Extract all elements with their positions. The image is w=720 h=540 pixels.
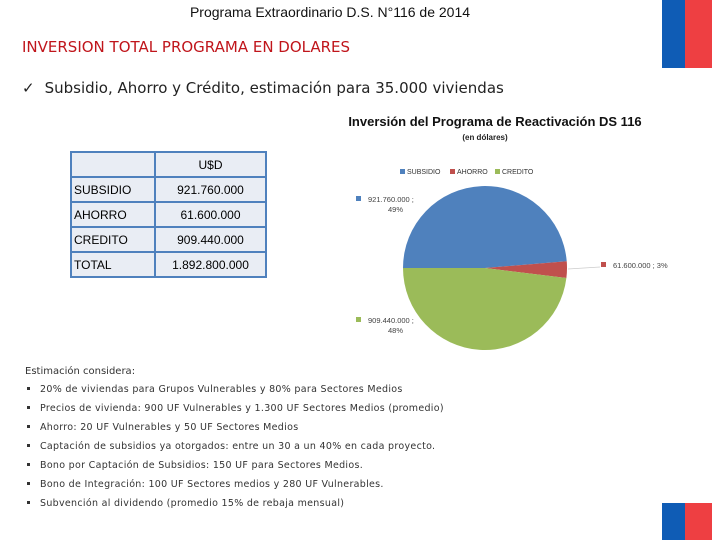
table-row — [71, 202, 266, 227]
row-label: SUBSIDIO — [71, 177, 155, 202]
bullet-icon — [27, 463, 30, 466]
list-item-text: 20% de viviendas para Grupos Vulnerables y 80% para Sectores Medios — [40, 384, 403, 395]
legend-swatch — [400, 169, 405, 174]
legend-entry: CREDITO — [502, 169, 534, 176]
currency-header: U$D — [155, 152, 266, 177]
row-value: 909.440.000 — [155, 227, 266, 252]
data-label-pct: 48% — [388, 326, 404, 335]
list-item-text: Subvención al dividendo (promedio 15% de rebaja mensual) — [40, 498, 345, 509]
bullet-icon — [27, 425, 30, 428]
data-label: 921.760.000 ; — [368, 195, 414, 204]
label-swatch — [356, 196, 361, 201]
list-item — [25, 496, 444, 515]
table-header-row — [71, 152, 266, 177]
legend-swatch — [450, 169, 455, 174]
list-item — [25, 401, 444, 420]
investment-table — [70, 151, 267, 278]
bullet-icon — [27, 482, 30, 485]
list-item-text: Precios de vivienda: 900 UF Vulnerables y 1.300 UF Sectores Medios (promedio) — [40, 403, 444, 414]
pie-chart — [330, 105, 720, 355]
leader-line — [568, 267, 600, 269]
list-item-text: Bono de Integración: 100 UF Sectores medios y 280 UF Vulnerables. — [40, 479, 384, 490]
row-label: CREDITO — [71, 227, 155, 252]
data-label-pct: 49% — [388, 205, 404, 214]
list-item-text: Ahorro: 20 UF Vulnerables y 50 UF Sectores Medios — [40, 422, 299, 433]
list-item — [25, 439, 444, 458]
legend-entry: AHORRO — [457, 169, 488, 176]
list-item — [25, 420, 444, 439]
row-label: TOTAL — [71, 252, 155, 277]
subtitle — [22, 79, 504, 97]
data-label: 909.440.000 ; — [368, 316, 414, 325]
list-item-text: Bono por Captación de Subsidios: 150 UF para Sectores Medios. — [40, 460, 364, 471]
list-item — [25, 458, 444, 477]
table-row — [71, 177, 266, 202]
chart-subtitle: (en dólares) — [462, 133, 508, 142]
legend-entry: SUBSIDIO — [407, 169, 441, 176]
list-item — [25, 477, 444, 496]
bullet-icon — [27, 387, 30, 390]
bullet-icon — [27, 406, 30, 409]
label-swatch — [356, 317, 361, 322]
notes-heading: Estimación considera: — [25, 366, 136, 377]
pie-slice-credito — [403, 268, 566, 350]
row-value: 921.760.000 — [155, 177, 266, 202]
bullet-icon — [27, 444, 30, 447]
label-swatch — [601, 262, 606, 267]
notes-list — [25, 382, 444, 515]
table-row — [71, 227, 266, 252]
main-title: INVERSION TOTAL PROGRAMA EN DOLARES — [22, 38, 351, 56]
pie-slice-subsidio — [403, 186, 567, 268]
row-value: 61.600.000 — [155, 202, 266, 227]
bullet-icon — [27, 501, 30, 504]
slide-header-title: Programa Extraordinario D.S. N°116 de 2014 — [189, 4, 471, 20]
chile-flag-top — [662, 0, 712, 68]
list-item-text: Captación de subsidios ya otorgados: entre un 30 a un 40% en cada proyecto. — [40, 441, 436, 452]
chart-title: Inversión del Programa de Reactivación DS 116 — [348, 114, 642, 129]
list-item — [25, 382, 444, 401]
data-label: 61.600.000 ; 3% — [613, 261, 668, 270]
subtitle-text: Subsidio, Ahorro y Crédito, estimación para 35.000 viviendas — [44, 79, 504, 97]
table-row — [71, 252, 266, 277]
chile-flag-bottom — [662, 503, 712, 540]
check-icon: ✓ — [22, 79, 35, 97]
legend-swatch — [495, 169, 500, 174]
row-label: AHORRO — [71, 202, 155, 227]
row-value: 1.892.800.000 — [155, 252, 266, 277]
